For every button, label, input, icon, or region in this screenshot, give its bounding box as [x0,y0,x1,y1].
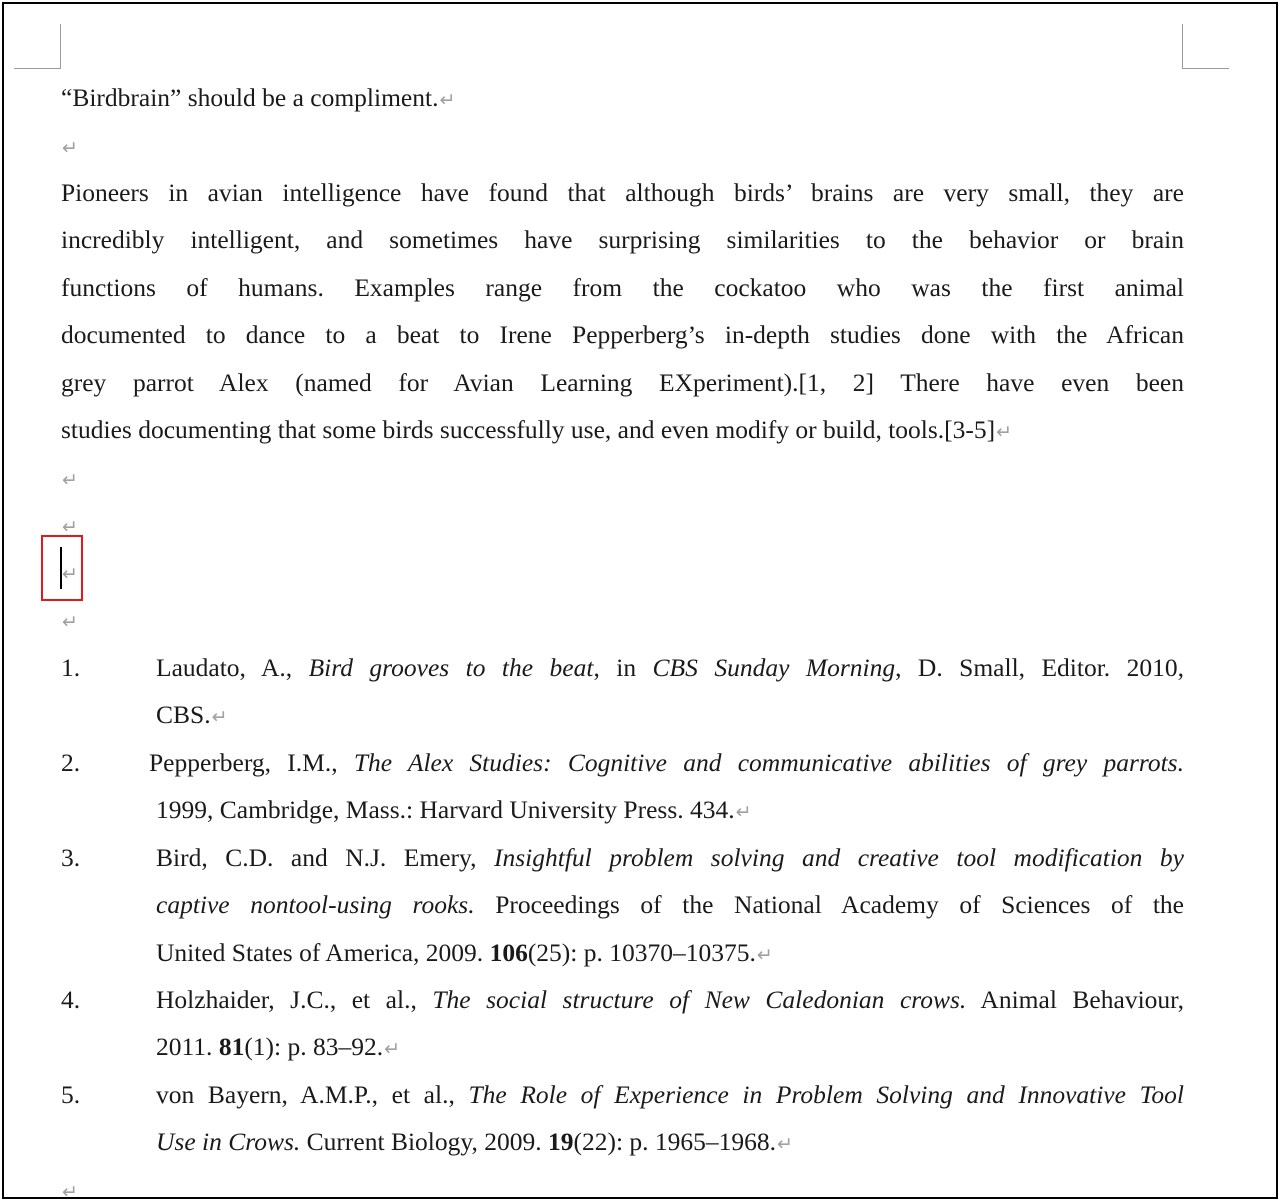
reference-text: (25): p. 10370–10375. [527,937,756,967]
reference-text: , in [593,653,653,682]
reference-item[interactable] [61,834,1184,979]
body-line: grey parrot Alex (named for Avian Learning EXperiment).[1, 2] There have even been [61,367,1184,397]
margin-corner-top-left [14,24,61,69]
reference-text: (1): p. 83–92. [244,1032,384,1062]
empty-paragraph[interactable] [61,122,78,172]
document-page[interactable] [2,2,1278,1199]
reference-number: 3. [61,843,81,872]
body-line: incredibly intelligent, and sometimes have surprising similarities to the behavior or brain [61,225,1184,255]
reference-line [156,1071,1184,1118]
reference-source: CBS Sunday Morning [652,653,896,682]
reference-line [156,976,1184,1023]
margin-corner-top-right [1182,24,1229,69]
paragraph-mark-icon: ↵ [439,89,456,111]
body-paragraph[interactable] [61,169,1184,456]
cursor-highlight-box [41,535,83,601]
paragraph-mark-icon: ↵ [62,516,78,538]
reference-line [156,1118,1184,1168]
reference-volume: 19 [547,1127,574,1157]
title-paragraph[interactable] [61,74,455,124]
reference-number: 5. [61,1080,81,1109]
reference-text: United States of America, 2009. [156,937,490,967]
body-line: documented to dance to a beat to Irene Pepperberg’s in-depth studies done with the African [61,320,1184,350]
reference-item[interactable] [61,739,1184,837]
paragraph-mark-icon: ↵ [384,1038,401,1061]
empty-paragraph[interactable] [61,1166,78,1199]
reference-number: 4. [61,985,81,1014]
reference-authors: von Bayern, A.M.P., et al., [156,1080,469,1109]
reference-item[interactable] [61,644,1184,742]
paragraph-mark-icon: ↵ [62,137,78,159]
paragraph-mark-icon: ↵ [735,801,752,824]
reference-line [156,929,1184,979]
title-text: “Birdbrain” should be a compliment. [61,83,439,112]
body-line: functions of humans. Examples range from the cockatoo who was the first animal [61,272,1184,302]
paragraph-mark-icon: ↵ [211,706,228,729]
paragraph-mark-icon: ↵ [62,611,78,633]
body-line-text: studies documenting that some birds successfully use, and even modify or build, tools.[3-5] [61,415,996,445]
reference-text: Current Biology, 2009. [300,1127,548,1157]
reference-title: captive nontool-using rooks. [156,890,475,920]
body-line: Pioneers in avian intelligence have found that although birds’ brains are very small, they are [61,178,1184,207]
reference-line [156,834,1184,881]
reference-text: 1999, Cambridge, Mass.: Harvard University Press. 434. [156,795,735,825]
reference-authors: Pepperberg, I.M., [149,748,354,777]
paragraph-mark-icon: ↵ [62,469,78,491]
reference-title: Use in Crows. [156,1127,301,1157]
reference-volume: 106 [489,937,528,967]
reference-title: Insightful problem solving and creative tool modification by [493,843,1184,872]
paragraph-mark-icon: ↵ [756,943,773,966]
reference-line [156,691,1184,741]
reference-number: 1. [61,653,81,682]
reference-number: 2. [61,748,81,777]
reference-item[interactable] [61,1071,1184,1169]
reference-journal: Animal Behaviour, [966,985,1184,1014]
reference-line [156,881,1184,928]
reference-line [149,739,1184,786]
reference-journal: Proceedings of the National Academy of Sciences of the [474,890,1184,920]
paragraph-mark-icon: ↵ [62,1181,78,1199]
reference-line [156,644,1184,691]
paragraph-mark-icon: ↵ [996,421,1013,444]
reference-text: , D. Small, Editor. 2010, [895,653,1184,682]
reference-title: Bird grooves to the beat [308,653,594,682]
reference-item[interactable] [61,976,1184,1074]
reference-volume: 81 [218,1032,245,1062]
empty-paragraph[interactable] [61,596,78,646]
reference-title: The social structure of New Caledonian crows. [432,985,967,1014]
reference-title: The Role of Experience in Problem Solving and Innovative Tool [468,1080,1184,1109]
reference-authors: Holzhaider, J.C., et al., [156,985,433,1014]
empty-paragraph[interactable] [61,454,78,504]
reference-text: CBS. [156,700,211,730]
reference-line [156,1023,1184,1073]
reference-authors: Bird, C.D. and N.J. Emery, [156,843,494,872]
reference-title: The Alex Studies: Cognitive and communicative abilities of grey parrots. [353,748,1184,777]
paragraph-mark-icon: ↵ [62,563,78,585]
text-cursor [60,547,62,589]
reference-text: 2011. [156,1032,219,1062]
paragraph-mark-icon: ↵ [777,1133,793,1156]
body-line-last [61,406,1184,456]
reference-text: (22): p. 1965–1968. [573,1127,777,1157]
reference-authors: Laudato, A., [156,653,309,682]
reference-line [156,786,1184,836]
